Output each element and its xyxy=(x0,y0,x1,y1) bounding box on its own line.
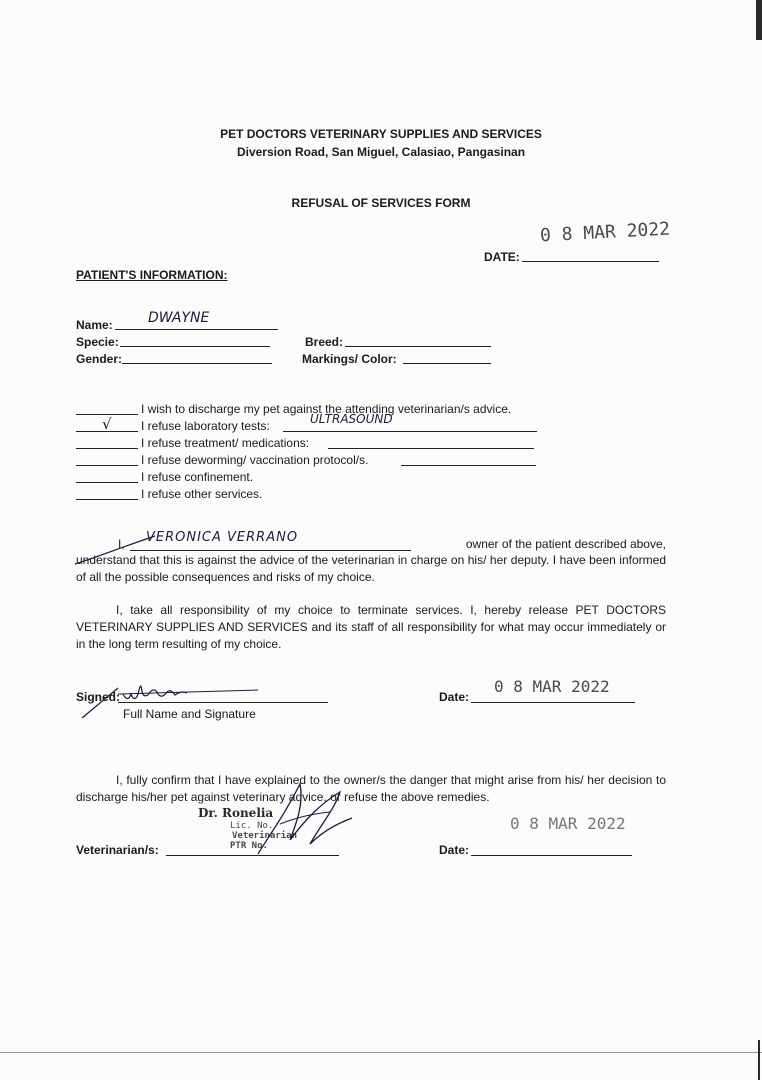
option-deworming-text: I refuse deworming/ vaccination protocol/s. xyxy=(141,453,369,467)
signature-caption: Full Name and Signature xyxy=(123,707,256,721)
form-title: REFUSAL OF SERVICES FORM xyxy=(291,196,471,210)
responsibility-paragraph: I, take all responsibility of my choice to terminate services. I, hereby release PET DOCTORS VETERINARY SUPPLIES AND SERVICES and its staff of all responsibility for what may occur immediately or in the long term resulting of my choice. xyxy=(76,603,666,651)
scan-edge-bottom xyxy=(0,1052,762,1053)
vet-date-label: Date: xyxy=(439,843,470,857)
markings-line xyxy=(403,363,491,364)
patient-name-value: DWAYNE xyxy=(148,310,210,326)
option-blank xyxy=(76,482,138,483)
patient-info-heading: PATIENT'S INFORMATION: xyxy=(76,268,228,282)
signed-date-label: Date: xyxy=(439,690,470,704)
date-stamp: 0 8 MAR 2022 xyxy=(539,218,671,247)
option-lab-detail-line xyxy=(283,431,537,432)
vet-paragraph: I, fully confirm that I have explained to the owner/s the danger that might arise from his/ her decision to discharge his/her pet against veterinary advice, or refuse the above remedies. xyxy=(76,773,666,804)
option-other-text: I refuse other services. xyxy=(141,487,263,501)
vet-stamp-ptr: PTR No. xyxy=(230,841,268,851)
scan-edge-top xyxy=(756,0,762,40)
owner-name-value: VERONICA VERRANO xyxy=(146,530,299,545)
owner-prefix: I, xyxy=(118,537,125,551)
specie-label: Specie: xyxy=(76,335,119,349)
option-deworming-line xyxy=(401,465,536,466)
owner-statement-rest: understand that this is against the advice of the veterinarian in charge on his/ her deputy. I have been informed of all the possible consequences and risks of my choice. xyxy=(76,553,666,584)
vet-date-stamp: 0 8 MAR 2022 xyxy=(510,814,626,833)
owner-line1-suffix: owner of the patient described above, xyxy=(465,537,666,551)
option-treatment-text: I refuse treatment/ medications: xyxy=(141,436,310,450)
option-lab-check: √ xyxy=(102,415,112,433)
vet-date-line xyxy=(471,855,632,856)
company-address: Diversion Road, San Miguel, Calasiao, Pangasinan xyxy=(236,145,526,159)
option-lab-text: I refuse laboratory tests: xyxy=(141,419,270,433)
date-label: DATE: xyxy=(484,250,520,264)
gender-label: Gender: xyxy=(76,352,123,366)
veterinarian-label: Veterinarian/s: xyxy=(76,843,159,857)
option-lab-detail: ULTRASOUND xyxy=(310,412,393,426)
specie-line xyxy=(120,346,270,347)
date-line xyxy=(522,261,659,262)
signed-date-line xyxy=(471,702,635,703)
option-discharge-text: I wish to discharge my pet against the attending veterinarian/s advice. xyxy=(141,402,512,416)
vet-stamp-title: Veterinarian xyxy=(232,831,298,841)
option-blank xyxy=(76,448,138,449)
breed-label: Breed: xyxy=(305,335,344,349)
option-blank xyxy=(76,465,138,466)
veterinarian-line xyxy=(166,855,339,856)
vet-stamp-name: Dr. Ronelia xyxy=(198,806,274,820)
signed-label: Signed: xyxy=(76,690,120,704)
scan-edge-corner xyxy=(758,1040,760,1080)
option-confinement-text: I refuse confinement. xyxy=(141,470,254,484)
vet-signature xyxy=(250,774,360,858)
signed-date-stamp: 0 8 MAR 2022 xyxy=(494,677,610,696)
vet-stamp-lic: Lic. No. xyxy=(230,821,274,831)
company-name: PET DOCTORS VETERINARY SUPPLIES AND SERVICES xyxy=(220,127,542,141)
owner-scribble xyxy=(70,530,160,570)
name-label: Name: xyxy=(76,318,113,332)
gender-line xyxy=(122,363,272,364)
breed-line xyxy=(345,346,491,347)
option-blank xyxy=(76,499,138,500)
name-line xyxy=(115,329,278,330)
option-treatment-line xyxy=(328,448,534,449)
owner-name-line xyxy=(130,550,411,551)
markings-label: Markings/ Color: xyxy=(302,352,397,366)
